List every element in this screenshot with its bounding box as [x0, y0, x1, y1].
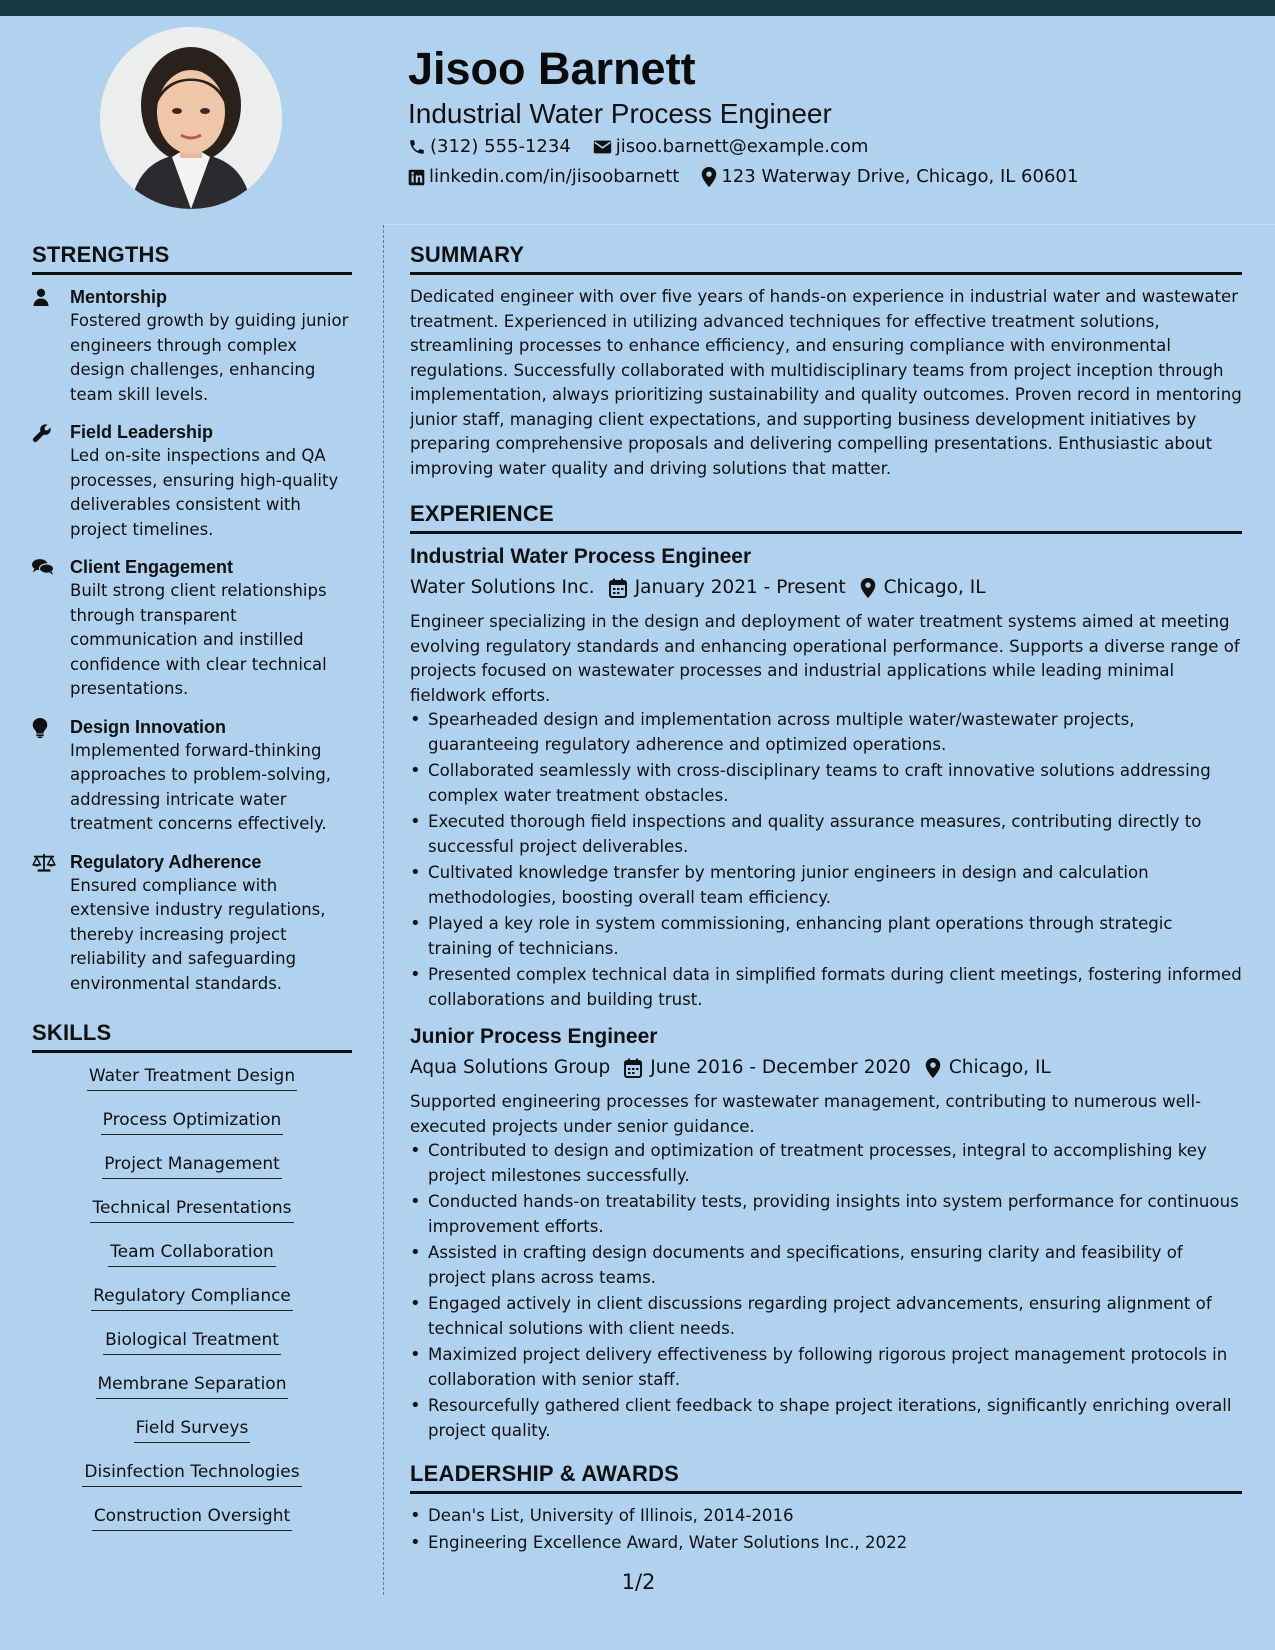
map-pin-icon [860, 578, 876, 598]
bullet-item: • Cultivated knowledge transfer by mentoring junior engineers in design and calculation methodologies, boosting overall team efficiency. [410, 861, 1242, 910]
page-number: 1/2 [621, 1570, 656, 1594]
strength-item [32, 555, 352, 702]
email-text[interactable]: jisoo.barnett@example.com [615, 136, 869, 157]
skill-item: Membrane Separation [96, 1371, 289, 1399]
header-divider [385, 224, 1275, 225]
bullet-item: • Maximized project delivery effectiveness by following rigorous project management protocols in collaboration with senior staff. [410, 1343, 1242, 1392]
summary-text: Dedicated engineer with over five years of hands-on experience in industrial water and wastewater treatment. Experienced in utilizing advanced techniques for effective treatment solutions, streamlining processes to enhance efficiency, and ensuring compliance with environmental regulations. Successfully collaborated with multidisciplinary teams from project inception through implementation, always prioritizing sustainability and quality outcomes. Proven record in mentoring junior staff, managing client expectations, and supporting business development initiatives by preparing comprehensive proposals and delivering compelling presentations. Enthusiastic about improving water quality and driving solutions that matter. [410, 287, 1242, 478]
strength-desc: Implemented forward-thinking approaches to problem-solving, addressing intricate water treatment concerns effectively. [70, 740, 332, 833]
job-title: Industrial Water Process Engineer [410, 545, 752, 568]
skill-item: Biological Treatment [103, 1327, 281, 1355]
strength-item [32, 420, 352, 542]
summary-heading: SUMMARY [410, 240, 1242, 275]
skill-item: Technical Presentations [90, 1195, 293, 1223]
skill-item: Project Management [102, 1151, 282, 1179]
job-entry [410, 1022, 1242, 1443]
job-location: Chicago, IL [948, 1057, 1051, 1078]
job-entry [410, 542, 1242, 1012]
skills-heading: SKILLS [32, 1018, 352, 1053]
job-dates: January 2021 - Present [634, 577, 846, 598]
phone-icon [408, 138, 426, 156]
award-item: • Dean's List, University of Illinois, 2014-2016 [410, 1504, 1242, 1529]
lightbulb-icon [32, 718, 48, 738]
strength-item [32, 850, 352, 997]
candidate-title: Industrial Water Process Engineer [408, 98, 832, 129]
skill-item: Regulatory Compliance [91, 1283, 293, 1311]
job-meta [410, 572, 1242, 604]
bullet-item: • Conducted hands-on treatability tests, providing insights into system performance for continuous improvement efforts. [410, 1190, 1242, 1239]
strength-title: Field Leadership [70, 422, 214, 442]
job-description: Engineer specializing in the design and deployment of water treatment systems aimed at meeting evolving regulatory standards and enhancing operational performance. Supports a diverse range of projects focused on wastewater processes and industrial applications while leading minimal fieldwork efforts. [410, 612, 1240, 705]
scale-icon [32, 853, 56, 873]
skill-item: Field Surveys [134, 1415, 251, 1443]
map-pin-icon [701, 167, 717, 187]
strength-title: Client Engagement [70, 557, 234, 577]
bullet-item: • Contributed to design and optimization of treatment processes, integral to accomplishing key project milestones successfully. [410, 1139, 1242, 1188]
phone-text: (312) 555-1234 [430, 136, 571, 157]
strength-desc: Ensured compliance with extensive industry regulations, thereby increasing project reliability and safeguarding environmental standards. [70, 875, 326, 993]
job-location: Chicago, IL [883, 577, 986, 598]
awards-list [410, 1504, 1242, 1555]
experience-heading: EXPERIENCE [410, 499, 1242, 534]
column-divider [383, 225, 384, 1595]
skills-list [32, 1063, 352, 1547]
wrench-icon [32, 423, 52, 443]
skill-item: Process Optimization [101, 1107, 284, 1135]
job-bullets [410, 1139, 1242, 1443]
phone-contact [408, 132, 571, 162]
job-bullets [410, 708, 1242, 1012]
company-name: Aqua Solutions Group [410, 1057, 611, 1078]
bullet-item: • Presented complex technical data in simplified formats during client meetings, fostering informed collaborations and building trust. [410, 963, 1242, 1012]
bullet-item: • Spearheaded design and implementation across multiple water/wastewater projects, guaranteeing regulatory adherence and optimized operations. [410, 708, 1242, 757]
calendar-icon [609, 578, 627, 598]
calendar-icon [624, 1058, 642, 1078]
contact-row-2 [408, 162, 1248, 192]
linkedin-text[interactable]: linkedin.com/in/jisoobarnett [429, 166, 680, 187]
skill-item: Disinfection Technologies [82, 1459, 301, 1487]
bullet-item: • Resourcefully gathered client feedback to shape project iterations, significantly enriching overall project quality. [410, 1394, 1242, 1443]
candidate-name: Jisoo Barnett [408, 43, 696, 94]
bullet-item: • Assisted in crafting design documents and specifications, ensuring clarity and feasibility of project plans across teams. [410, 1241, 1242, 1290]
address-text: 123 Waterway Drive, Chicago, IL 60601 [721, 166, 1079, 187]
bullet-item: • Executed thorough field inspections and quality assurance measures, contributing directly to successful project deliverables. [410, 810, 1242, 859]
resume-header [408, 40, 1248, 192]
email-contact[interactable] [593, 132, 869, 162]
strengths-heading: STRENGTHS [32, 240, 352, 275]
bullet-item: • Played a key role in system commissioning, enhancing plant operations through strategic training of technicians. [410, 912, 1242, 961]
bullet-item: • Engaged actively in client discussions regarding project advancements, ensuring alignment of technical solutions with client needs. [410, 1292, 1242, 1341]
strength-desc: Led on-site inspections and QA processes, ensuring high-quality deliverables consistent with project timelines. [70, 446, 339, 539]
strength-title: Mentorship [70, 287, 167, 307]
contact-row-1 [408, 132, 1248, 162]
person-icon [32, 288, 50, 306]
job-title: Junior Process Engineer [410, 1025, 658, 1048]
award-item: • Engineering Excellence Award, Water Solutions Inc., 2022 [410, 1531, 1242, 1556]
strength-desc: Built strong client relationships through transparent communication and instilled confidence with clear technical presentations. [70, 581, 327, 698]
bullet-item: • Collaborated seamlessly with cross-disciplinary teams to craft innovative solutions addressing complex water treatment obstacles. [410, 759, 1242, 808]
job-description: Supported engineering processes for wastewater management, contributing to numerous well-executed projects under senior guidance. [410, 1092, 1202, 1136]
job-dates: June 2016 - December 2020 [650, 1057, 911, 1078]
top-bar [0, 0, 1275, 16]
sidebar [32, 240, 352, 1547]
skill-item: Water Treatment Design [87, 1063, 297, 1091]
chat-icon [32, 558, 54, 576]
job-meta [410, 1052, 1242, 1084]
strength-title: Design Innovation [70, 716, 227, 737]
awards-heading: LEADERSHIP & AWARDS [410, 1459, 1242, 1494]
strength-desc: Fostered growth by guiding junior engineers through complex design challenges, enhancing team skill levels. [70, 311, 349, 404]
linkedin-contact[interactable] [408, 162, 679, 192]
map-pin-icon [925, 1058, 941, 1078]
skill-item: Construction Oversight [92, 1503, 292, 1531]
strength-title: Regulatory Adherence [70, 851, 262, 872]
linkedin-icon [408, 169, 425, 186]
address-contact [701, 162, 1078, 192]
main-content [410, 240, 1242, 1557]
strength-item [32, 715, 352, 837]
strength-item [32, 285, 352, 407]
envelope-icon [593, 139, 612, 155]
profile-photo [100, 27, 282, 209]
skill-item: Team Collaboration [108, 1239, 276, 1267]
company-name: Water Solutions Inc. [410, 577, 595, 598]
